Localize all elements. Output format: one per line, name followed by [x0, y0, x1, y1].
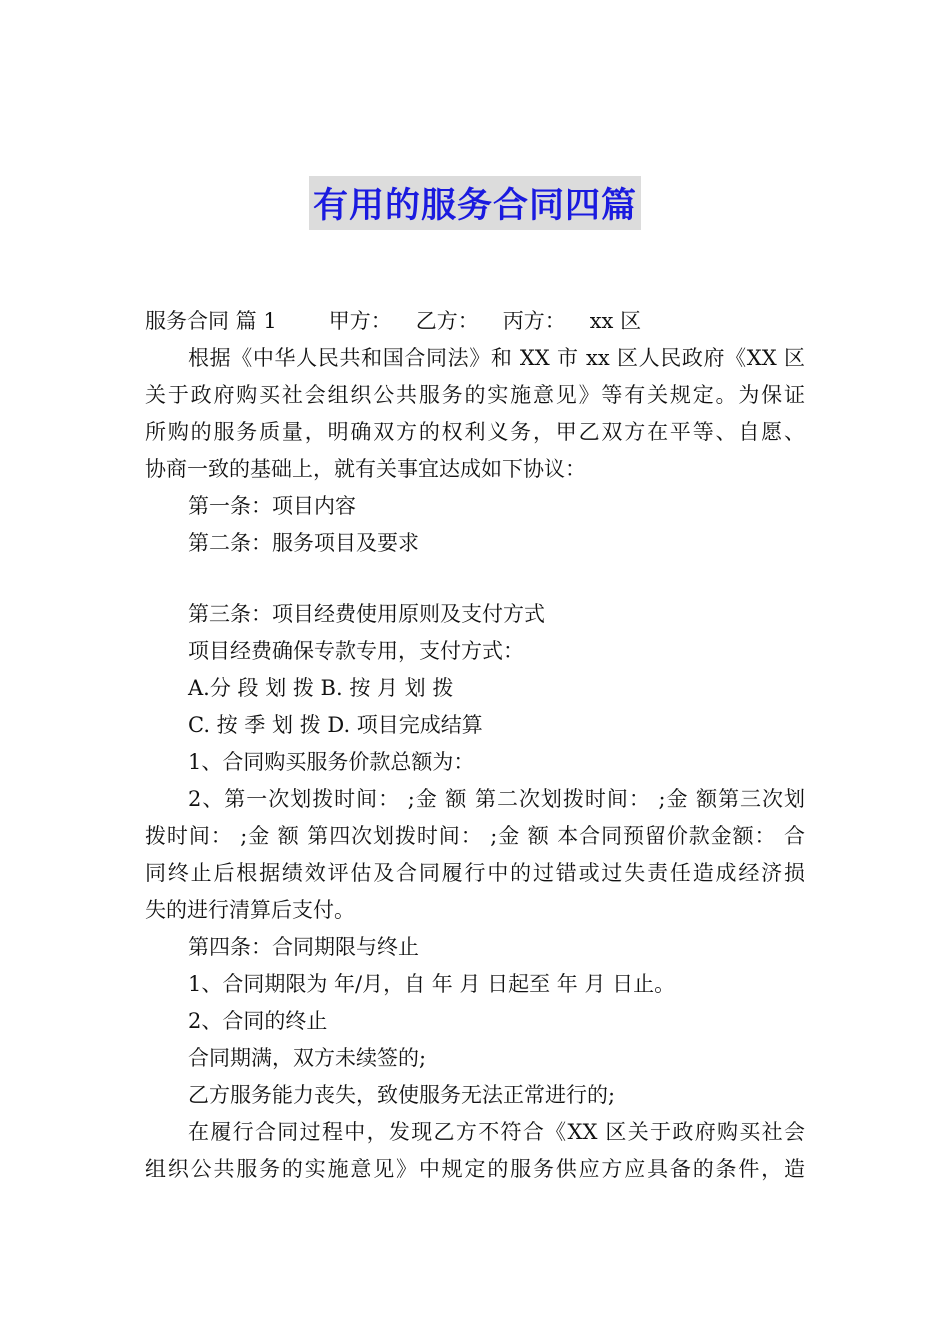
- payment-option-line: C. 按 季 划 拨 D. 项目完成结算: [188, 713, 483, 737]
- paragraph-line: 乙方服务能力丧失，致使服务无法正常进行的;: [188, 1083, 616, 1107]
- paragraph-line: 1、合同购买服务价款总额为：: [188, 750, 475, 774]
- article-heading: 第三条：项目经费使用原则及支付方式: [188, 602, 545, 626]
- paragraph-line: 合同期满，双方未续签的;: [188, 1046, 427, 1070]
- paragraph-line: 关于政府购买社会组织公共服务的实施意见》等有关规定。为保证: [145, 383, 805, 407]
- payment-option-line: A.分 段 划 拨 B. 按 月 划 拨: [188, 676, 454, 700]
- paragraph-line: 失的进行清算后支付。: [145, 898, 355, 922]
- party-a-label: 甲方：: [328, 309, 392, 333]
- district-label: xx 区: [589, 309, 642, 333]
- article-heading: 第二条：服务项目及要求: [188, 531, 419, 555]
- paragraph-line: 2、合同的终止: [188, 1009, 328, 1033]
- section-header: [145, 303, 805, 340]
- paragraph-line: 所购的服务质量，明确双方的权利义务，甲乙双方在平等、自愿、: [145, 420, 805, 444]
- party-b-label: 乙方：: [415, 309, 479, 333]
- party-c-label: 丙方：: [502, 309, 566, 333]
- document-title: 有用的服务合同四篇: [309, 176, 641, 230]
- document-body: [145, 303, 805, 1188]
- paragraph-line: 协商一致的基础上，就有关事宜达成如下协议：: [145, 457, 586, 481]
- paragraph-line: 项目经费确保专款专用，支付方式：: [188, 639, 524, 663]
- paragraph-line: 在履行合同过程中，发现乙方不符合《XX 区关于政府购买社会: [188, 1120, 805, 1144]
- paragraph-line: 1、合同期限为 年/月，自 年 月 日起至 年 月 日止。: [188, 972, 676, 996]
- paragraph-line: 2、第一次划拨时间： ;金 额 第二次划拨时间： ;金 额第三次划: [188, 787, 805, 811]
- paragraph-line: 同终止后根据绩效评估及合同履行中的过错或过失责任造成经济损: [145, 861, 805, 885]
- article-heading: 第四条：合同期限与终止: [188, 935, 419, 959]
- section-label: 服务合同 篇 1: [145, 309, 277, 333]
- document-title-wrap: [0, 176, 950, 230]
- blank-line: [145, 562, 805, 596]
- paragraph-line: 组织公共服务的实施意见》中规定的服务供应方应具备的条件，造: [145, 1157, 805, 1181]
- paragraph-line: 根据《中华人民共和国合同法》和 XX 市 xx 区人民政府《XX 区: [188, 346, 805, 370]
- article-heading: 第一条：项目内容: [188, 494, 356, 518]
- paragraph-line: 拨时间： ;金 额 第四次划拨时间： ;金 额 本合同预留价款金额： 合: [145, 824, 805, 848]
